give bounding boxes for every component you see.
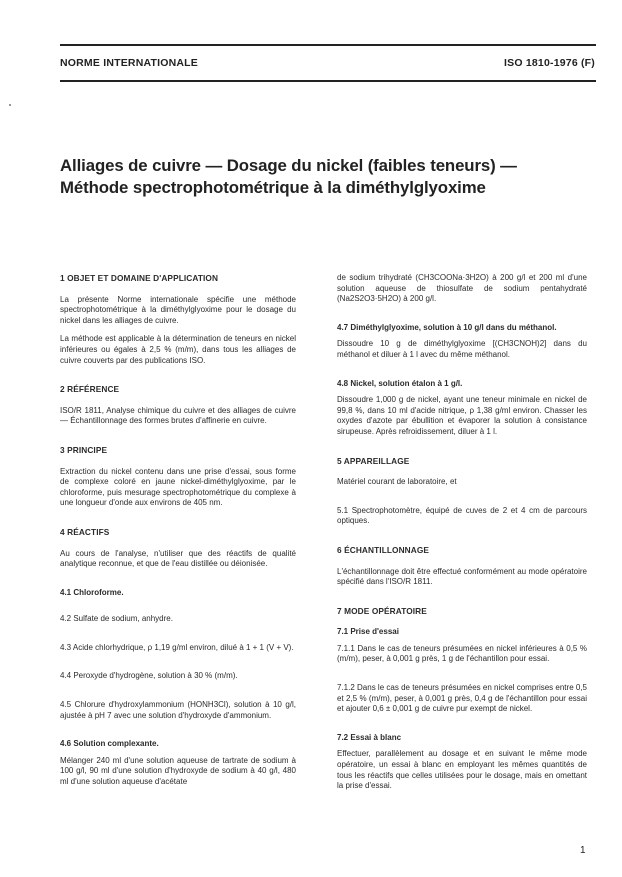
subsection-7-1-heading: 7.1 Prise d'essai — [337, 627, 399, 637]
reagent-4-8-heading: 4.8 Nickel, solution étalon à 1 g/l. — [337, 378, 463, 388]
apparatus-5-1: 5.1 Spectrophotomètre, équipé de cuves de 2 et 4 cm de parcours optiques. — [337, 505, 587, 526]
section-4-heading: 4 RÉACTIFS — [60, 526, 110, 537]
subsection-7-2-para: Effectuer, parallèlement au dosage et en suivant le même mode opératoire, un essai à blanc en employant les mêmes quantités de tous les réactifs que celles utilisées pour le dosage, mais en omettant la prise d'essai. — [337, 749, 587, 791]
section-3-para: Extraction du nickel contenu dans une prise d'essai, sous forme de complexe coloré en jaune nickel-diméthylglyoxime, par le chloroforme, puis mesurage spectrophotométrique du complexe à une longueur d'onde aux environs de 405 nm. — [60, 466, 296, 508]
subsection-7-1-2: 7.1.2 Dans le cas de teneurs présumées en nickel comprises entre 0,5 et 2,5 % (m/m), peser, à 0,001 g près, 0,4 g de l'échantillon pour essai et ajouter 0,6 ± 0,001 g de cuivre pur exempt de nickel. — [337, 683, 587, 714]
section-1-para-1: La présente Norme internationale spécifie une méthode spectrophotométrique à la diméthylglyoxime pour le dosage du nickel dans les alliages de cuivre. — [60, 294, 296, 325]
page-number: 1 — [580, 845, 586, 856]
header-standard-type: NORME INTERNATIONALE — [60, 57, 198, 69]
section-6-para: L'échantillonnage doit être effectué conformément au mode opératoire spécifié dans l'ISO/R 1811. — [337, 566, 587, 587]
reagent-4-6-para: Mélanger 240 ml d'une solution aqueuse de tartrate de sodium à 100 g/l, 90 ml d'une solution d'hydroxyde de sodium à 40 g/l, 480 ml d'une solution aqueuse d'acétate — [60, 755, 296, 787]
scan-speck — [9, 104, 11, 106]
title-line-1: Alliages de cuivre — Dosage du nickel (faibles teneurs) — — [60, 156, 517, 175]
section-4-para: Au cours de l'analyse, n'utiliser que des réactifs de qualité analytique reconnue, et que de l'eau distillée ou déionisée. — [60, 548, 296, 569]
section-6-heading: 6 ÉCHANTILLONNAGE — [337, 544, 430, 555]
section-2-para: ISO/R 1811, Analyse chimique du cuivre et des alliages de cuivre — Échantillonnage des formes brutes d'affinerie en cuivre. — [60, 405, 296, 426]
reagent-4-5: 4.5 Chlorure d'hydroxylammonium (HONH3Cl), solution à 10 g/l, ajustée à pH 7 avec une solution d'hydroxyde d'ammonium. — [60, 700, 296, 720]
reagent-4-6-continued: de sodium trihydraté (CH3COONa·3H2O) à 200 g/l et 200 ml d'une solution aqueuse de thiosulfate de sodium pentahydraté (Na2S2O3·5H2O) à 200 g/l. — [337, 273, 587, 304]
left-column — [60, 273, 296, 796]
reagent-4-6-heading: 4.6 Solution complexante. — [60, 739, 159, 749]
subsection-7-1-1: 7.1.1 Dans le cas de teneurs présumées en nickel inférieures à 0,5 % (m/m), peser, à 0,001 g près, 1 g de l'échantillon pour essai. — [337, 643, 587, 664]
section-2-heading: 2 RÉFÉRENCE — [60, 384, 120, 395]
reagent-4-1: 4.1 Chloroforme. — [60, 587, 124, 597]
reagent-4-7-para: Dissoudre 10 g de diméthylglyoxime [(CH3CNOH)2] dans du méthanol et diluer à 1 l avec du même méthanol. — [337, 339, 587, 359]
section-1-heading: 1 OBJET ET DOMAINE D'APPLICATION — [60, 273, 219, 283]
reagent-4-8-para: Dissoudre 1,000 g de nickel, ayant une teneur minimale en nickel de 99,8 %, dans 10 ml d'acide nitrique, ρ 1,38 g/ml environ. Chasser les oxydes d'azote par ébullition et évaporer la solution à consistance sirupeuse. Après refroidissement, diluer à 1 l. — [337, 395, 587, 436]
reagent-4-7-heading: 4.7 Diméthylglyoxime, solution à 10 g/l dans du méthanol. — [337, 322, 557, 332]
section-1-para-2: La méthode est applicable à la détermination de teneurs en nickel inférieures ou égales à 2,5 % (m/m), dans tous les alliages de cuivre couverts par des publications ISO. — [60, 334, 296, 365]
top-rule — [60, 44, 596, 46]
section-7-heading: 7 MODE OPÉRATOIRE — [337, 605, 427, 616]
section-5-para: Matériel courant de laboratoire, et — [337, 477, 457, 487]
header-rule — [60, 80, 596, 82]
section-3-heading: 3 PRINCIPE — [60, 444, 108, 455]
title-line-2: Méthode spectrophotométrique à la diméthylglyoxime — [60, 178, 486, 197]
document-title — [60, 155, 600, 199]
section-5-heading: 5 APPAREILLAGE — [337, 455, 410, 466]
right-column — [337, 273, 587, 800]
reagent-4-2: 4.2 Sulfate de sodium, anhydre. — [60, 614, 173, 624]
header-standard-number: ISO 1810-1976 (F) — [504, 57, 595, 69]
reagent-4-4: 4.4 Peroxyde d'hydrogène, solution à 30 % (m/m). — [60, 671, 238, 681]
subsection-7-2-heading: 7.2 Essai à blanc — [337, 732, 402, 742]
reagent-4-3: 4.3 Acide chlorhydrique, ρ 1,19 g/ml environ, dilué à 1 + 1 (V + V). — [60, 642, 294, 652]
